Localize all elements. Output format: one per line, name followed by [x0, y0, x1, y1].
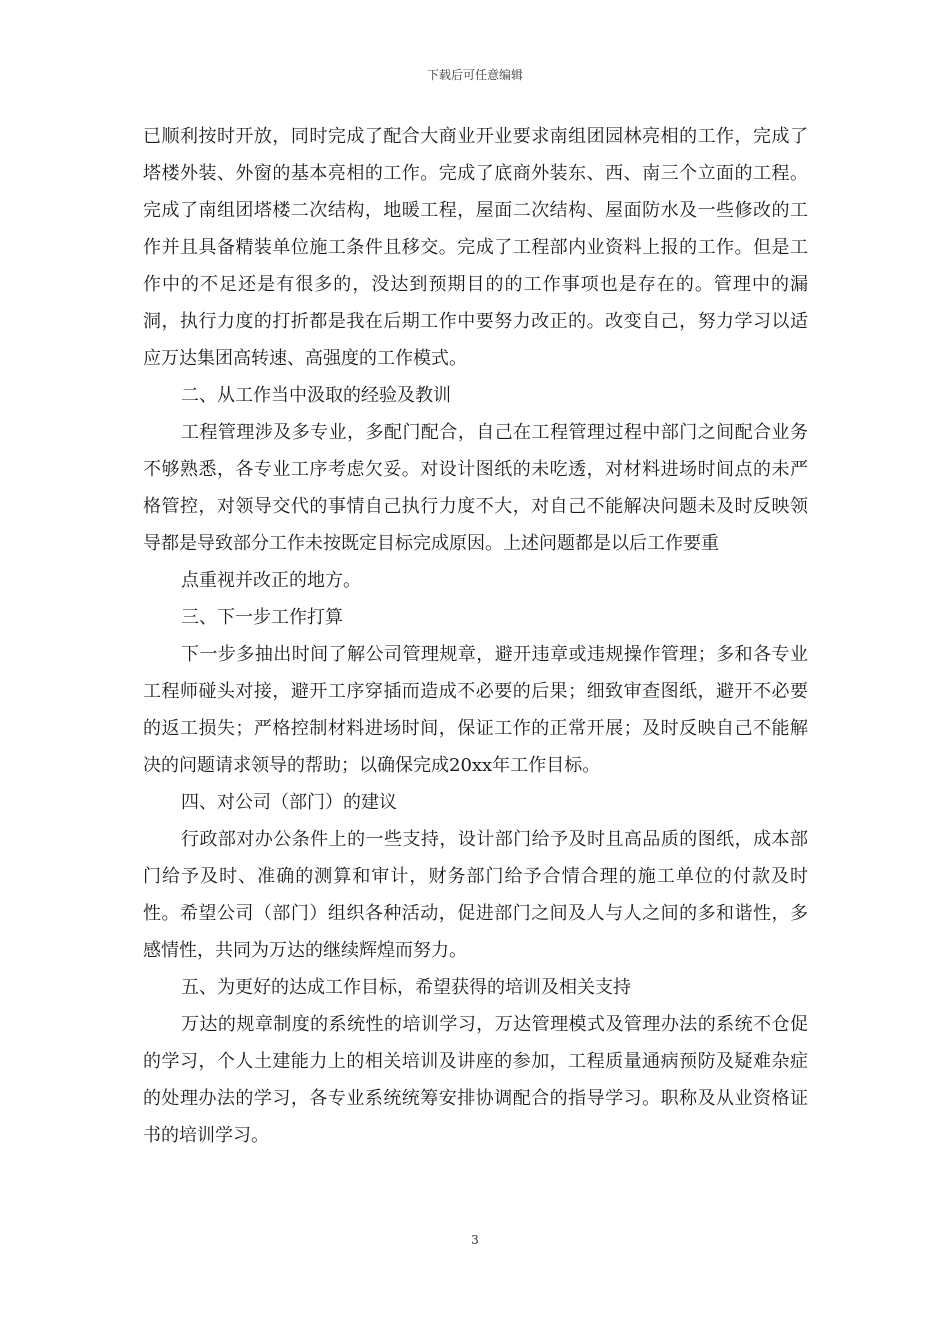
- paragraph-suggestions: 行政部对办公条件上的一些支持，设计部门给予及时且高品质的图纸，成本部门给予及时、准确的测算和审计，财务部门给予合情合理的施工单位的付款及时性。希望公司（部门）组织各种活动，促进部门之间及人与人之间的多和谐性，多感情性，共同为万达的继续辉煌而努力。: [143, 829, 808, 961]
- document-body: [143, 118, 808, 1154]
- paragraph-lessons: 工程管理涉及多专业，多配门配合，自己在工程管理过程中部门之间配合业务不够熟悉，各专业工序考虑欠妥。对设计图纸的未吃透，对材料进场时间点的未严格管控，对领导交代的事情自己执行力度不大，对自己不能解决问题未及时反映领导都是导致部分工作未按既定目标完成原因。上述问题都是以后工作要重: [143, 422, 808, 554]
- paragraph-training: 万达的规章制度的系统性的培训学习，万达管理模式及管理办法的系统不仓促的学习，个人土建能力上的相关培训及讲座的参加，工程质量通病预防及疑难杂症的处理办法的学习，各专业系统统筹安排协调配合的指导学习。职称及从业资格证书的培训学习。: [143, 1014, 808, 1146]
- paragraph-lessons-continued: 点重视并改正的地方。: [181, 570, 361, 591]
- paragraph-continuation: 已顺利按时开放，同时完成了配合大商业开业要求南组团园林亮相的工作，完成了塔楼外装、外窗的基本亮相的工作。完成了底商外装东、西、南三个立面的工程。完成了南组团塔楼二次结构，地暖工程，屋面二次结构、屋面防水及一些修改的工作并且具备精装单位施工条件且移交。完成了工程部内业资料上报的工作。但是工作中的不足还是有很多的，没达到预期目的的工作事项也是存在的。管理中的漏洞，执行力度的打折都是我在后期工作中要努力改正的。改变自己，努力学习以适应万达集团高转速、高强度的工作模式。: [143, 126, 808, 369]
- section-heading-5: 五、为更好的达成工作目标，希望获得的培训及相关支持: [181, 977, 631, 998]
- page-number: 3: [471, 1233, 479, 1247]
- section-heading-3: 三、下一步工作打算: [181, 607, 343, 628]
- page-header: 下载后可任意编辑: [426, 68, 523, 82]
- section-heading-2: 二、从工作当中汲取的经验及教训: [181, 385, 451, 406]
- paragraph-next-steps: 下一步多抽出时间了解公司管理规章，避开违章或违规操作管理；多和各专业工程师碰头对接，避开工序穿插而造成不必要的后果；细致审查图纸，避开不必要的返工损失；严格控制材料进场时间，保证工作的正常开展；及时反映自己不能解决的问题请求领导的帮助；以确保完成20xx年工作目标。: [143, 644, 808, 776]
- section-heading-4: 四、对公司（部门）的建议: [181, 792, 397, 813]
